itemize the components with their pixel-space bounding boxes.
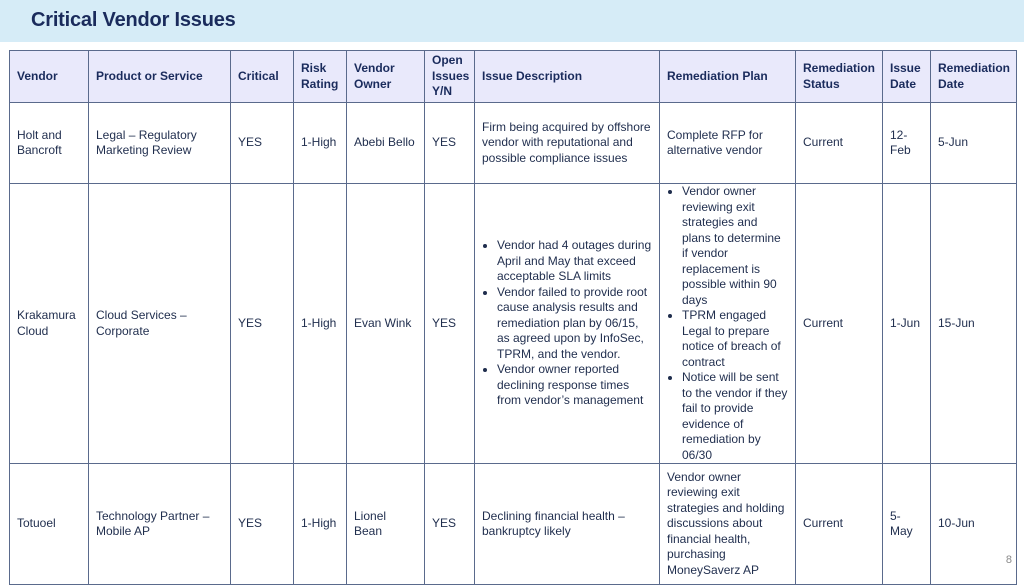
cell-open-issues: YES — [425, 464, 475, 585]
cell-remediation-status: Current — [796, 464, 883, 585]
header-risk-rating: Risk Rating — [294, 51, 347, 103]
header-remediation-date: Remediation Date — [931, 51, 1017, 103]
table-row — [10, 464, 1017, 585]
issue-bullet-list — [482, 238, 652, 409]
plan-bullet: • Notice will be sent to the vendor if they fail to provide evidence of remediation by 06/30 — [682, 370, 788, 463]
header-remediation-status: Remediation Status — [796, 51, 883, 103]
cell-issue-description — [475, 184, 660, 464]
cell-open-issues: YES — [425, 103, 475, 184]
cell-open-issues: YES — [425, 184, 475, 464]
cell-vendor: Krakamura Cloud — [10, 184, 89, 464]
cell-remediation-plan: Vendor owner reviewing exit strategies and holding discussions about financial health, purchasing MoneySaverz AP — [660, 464, 796, 585]
cell-product: Technology Partner – Mobile AP — [89, 464, 231, 585]
page-title: Critical Vendor Issues — [31, 9, 236, 31]
cell-remediation-date: 10-Jun — [931, 464, 1017, 585]
header-critical: Critical — [231, 51, 294, 103]
cell-vendor-owner: Evan Wink — [347, 184, 425, 464]
plan-bullet: • TPRM engaged Legal to prepare notice of breach of contract — [682, 308, 788, 370]
header-vendor: Vendor — [10, 51, 89, 103]
table-row — [10, 103, 1017, 184]
cell-issue-date: 12-Feb — [883, 103, 931, 184]
cell-issue-description: Firm being acquired by offshore vendor with reputational and possible compliance issues — [475, 103, 660, 184]
cell-critical: YES — [231, 464, 294, 585]
cell-remediation-status: Current — [796, 184, 883, 464]
header-vendor-owner: Vendor Owner — [347, 51, 425, 103]
cell-critical: YES — [231, 184, 294, 464]
cell-vendor: Holt and Bancroft — [10, 103, 89, 184]
plan-bullet: • Vendor owner reviewing exit strategies and plans to determine if vendor replacement is possible within 90 days — [682, 184, 788, 308]
cell-vendor-owner: Abebi Bello — [347, 103, 425, 184]
issue-bullet: • Vendor failed to provide root cause analysis results and remediation plan by 06/15, as agreed upon by InfoSec, TPRM, and the vendor. — [497, 285, 652, 363]
cell-remediation-date: 5-Jun — [931, 103, 1017, 184]
cell-risk-rating: 1-High — [294, 184, 347, 464]
cell-remediation-status: Current — [796, 103, 883, 184]
table-row — [10, 184, 1017, 464]
header-issue-description: Issue Description — [475, 51, 660, 103]
vendor-issues-table — [9, 50, 1017, 585]
plan-bullet-list — [667, 184, 788, 463]
cell-remediation-date: 15-Jun — [931, 184, 1017, 464]
cell-critical: YES — [231, 103, 294, 184]
header-remediation-plan: Remediation Plan — [660, 51, 796, 103]
cell-vendor-owner: Lionel Bean — [347, 464, 425, 585]
page-number: 8 — [1005, 554, 1012, 566]
cell-product: Legal – Regulatory Marketing Review — [89, 103, 231, 184]
header-issue-date: Issue Date — [883, 51, 931, 103]
cell-remediation-plan — [660, 184, 796, 464]
cell-issue-description: Declining financial health – bankruptcy likely — [475, 464, 660, 585]
cell-risk-rating: 1-High — [294, 464, 347, 585]
header-product: Product or Service — [89, 51, 231, 103]
header-open-issues: Open Issues Y/N — [425, 51, 475, 103]
cell-remediation-plan: Complete RFP for alternative vendor — [660, 103, 796, 184]
issue-bullet: • Vendor owner reported declining response times from vendor’s management — [497, 362, 652, 409]
cell-product: Cloud Services – Corporate — [89, 184, 231, 464]
issue-bullet: • Vendor had 4 outages during April and May that exceed acceptable SLA limits — [497, 238, 652, 285]
cell-issue-date: 5-May — [883, 464, 931, 585]
cell-issue-date: 1-Jun — [883, 184, 931, 464]
header-row — [10, 51, 1017, 103]
cell-risk-rating: 1-High — [294, 103, 347, 184]
cell-vendor: Totuoel — [10, 464, 89, 585]
